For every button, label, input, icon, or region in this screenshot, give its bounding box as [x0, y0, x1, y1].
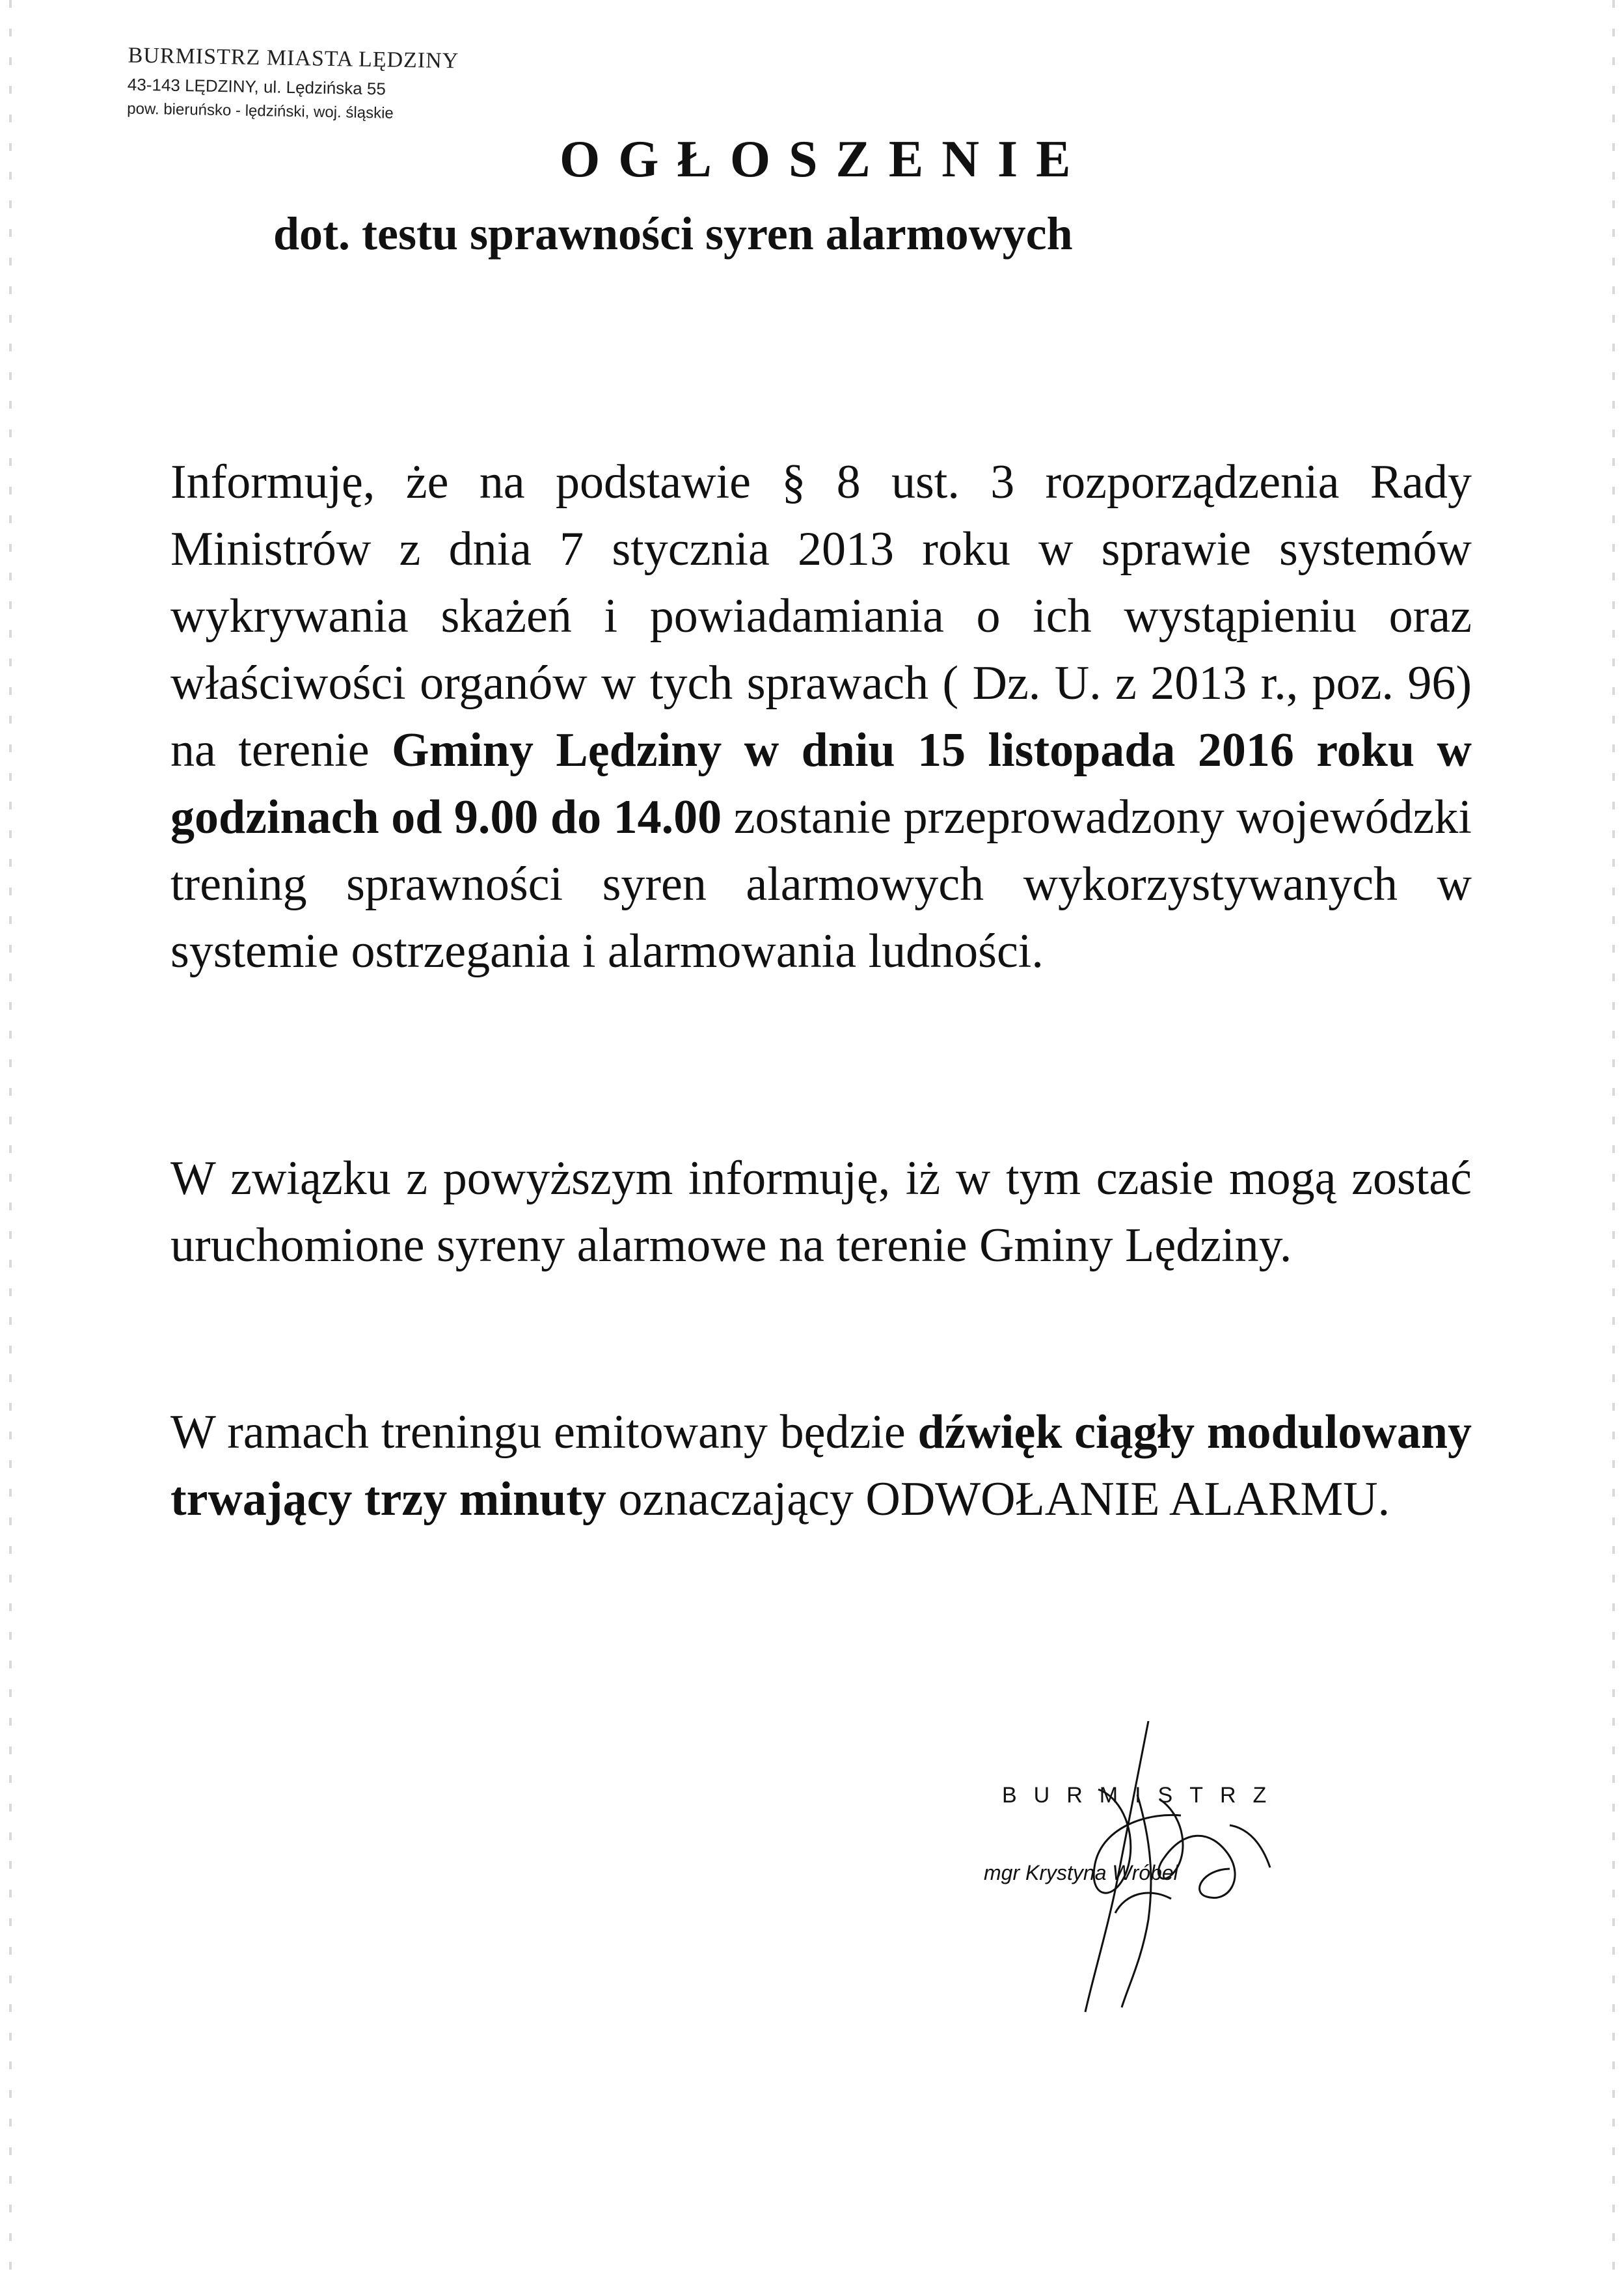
scan-left-edge: [9, 0, 12, 2282]
paragraph-legal-basis: [170, 449, 1472, 985]
paragraph-1-text-end: zostanie przeprowadzony wojewódzki trening sprawności syren alarmowych wykorzystywanych w systemie ostrzegania i alarmowania ludności.: [170, 791, 1472, 978]
paragraph-3-text-end: oznaczający ODWOŁANIE ALARMU.: [606, 1473, 1390, 1526]
signature-block: [976, 1718, 1340, 2017]
scan-right-edge: [1612, 0, 1615, 2282]
announcement-subheading: dot. testu sprawności syren alarmowych: [273, 208, 1073, 260]
stamp-region: pow. bieruńsko - lędziński, woj. śląskie: [127, 100, 394, 122]
paragraph-3-text-start: W ramach treningu emitowany będzie: [170, 1406, 918, 1459]
stamp-title: BURMISTRZ MIASTA LĘDZINY: [128, 43, 459, 74]
office-stamp: [127, 44, 532, 126]
paragraph-3-signal-highlight: dźwięk ciągły modulowany trwający trzy minuty: [170, 1406, 1472, 1526]
handwritten-signature: [976, 1718, 1340, 2017]
stamp-address: 43-143 LĘDZINY, ul. Lędzińska 55: [127, 74, 386, 99]
signature-name: mgr Krystyna Wróbel: [984, 1861, 1178, 1884]
signature-title: BURMISTRZ: [1002, 1783, 1284, 1808]
paragraph-signal-info: [170, 1399, 1472, 1533]
paragraph-1-date-highlight: Gminy Lędziny w dniu 15 listopada 2016 roku w godzinach od 9.00 do 14.00: [170, 724, 1472, 844]
paragraph-siren-info: W związku z powyższym informuję, iż w tym czasie mogą zostać uruchomione syreny alarmowe na terenie Gminy Lędziny.: [170, 1152, 1472, 1272]
paragraph-1-text-start: Informuję, że na podstawie § 8 ust. 3 rozporządzenia Rady Ministrów z dnia 7 stycznia 2013 roku w sprawie systemów wykrywania skażeń i powiadamiania o ich wystąpieniu oraz właściwości organów w tych sprawach ( Dz. U. z 2013 r., poz. 96) na terenie: [170, 455, 1472, 777]
announcement-heading: OGŁOSZENIE: [560, 131, 1089, 188]
